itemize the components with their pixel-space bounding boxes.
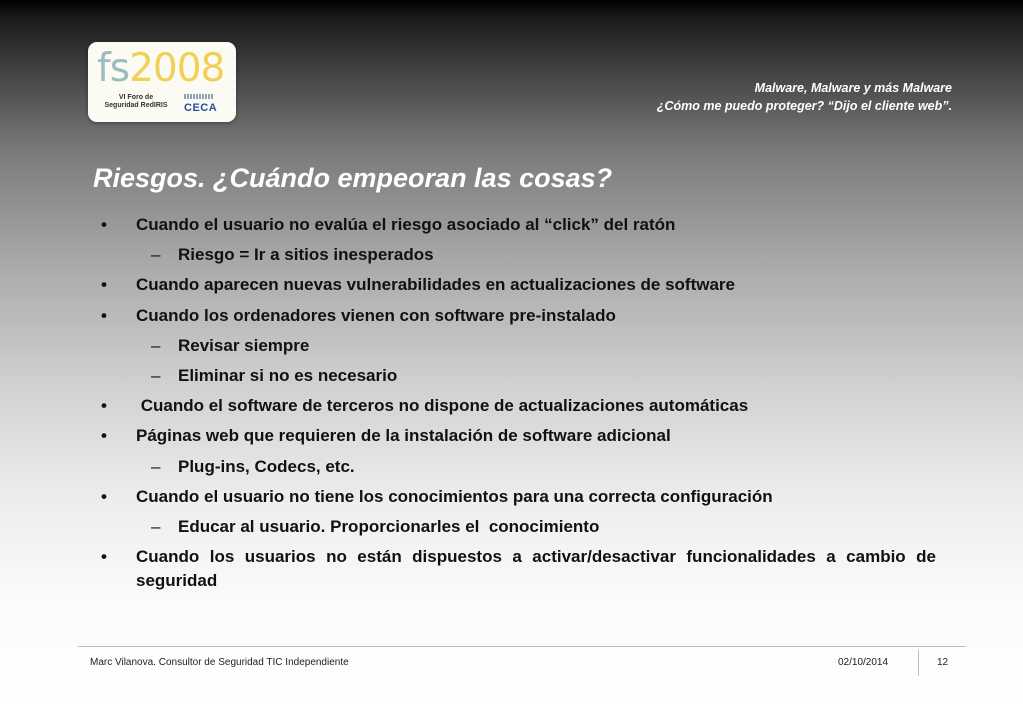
sub-bullet-marker: – [151, 245, 161, 265]
bullet-marker: • [101, 215, 107, 234]
bullet-item [0, 210, 1023, 240]
bullet-marker: • [101, 305, 107, 325]
sub-bullet-item [0, 512, 1023, 542]
sub-bullet-item [0, 361, 1023, 391]
logo-partner: CECA [184, 102, 218, 114]
footer-divider [78, 646, 966, 647]
sub-bullet-item [0, 331, 1023, 361]
bullet-text: Cuando los usuarios no están dispuestos a activar/desactivar funcionalidades a cambio de seguridad [136, 547, 936, 591]
presentation-header-line2: ¿Cómo me puedo proteger? “Dijo el cliente web”. [656, 99, 952, 113]
bullet-marker: • [101, 486, 107, 506]
bullet-marker: • [101, 426, 107, 446]
bullet-text: Cuando el usuario no evalúa el riesgo asociado al “click” del ratón [136, 215, 676, 234]
sub-bullet-item [0, 240, 1023, 270]
presentation-header-line1: Malware, Malware y más Malware [754, 81, 952, 95]
footer-author: Marc Vilanova. Consultor de Seguridad TIC Independiente [90, 657, 349, 668]
bullet-marker: • [101, 275, 107, 295]
footer-separator [918, 650, 919, 676]
bullet-text: Páginas web que requieren de la instalación de software adicional [136, 426, 671, 446]
bullet-text: Cuando los ordenadores vienen con software pre-instalado [136, 305, 616, 325]
logo-title-year: 2008 [129, 46, 225, 91]
bullet-item [0, 542, 1023, 593]
bullet-text: Cuando el usuario no tiene los conocimientos para una correcta configuración [136, 486, 773, 506]
bullet-text: Educar al usuario. Proporcionarles el conocimiento [178, 517, 600, 537]
bullet-text: Cuando el software de terceros no dispone de actualizaciones automáticas [136, 396, 749, 416]
sub-bullet-marker: – [151, 366, 161, 386]
bullet-item [0, 301, 1023, 331]
bullet-item [0, 391, 1023, 421]
logo-fine-print [184, 94, 214, 99]
bullet-list [0, 210, 1023, 593]
slide-title: Riesgos. ¿Cuándo empeoran las cosas? [93, 163, 613, 193]
presentation-header [657, 79, 952, 115]
logo-subtitle [96, 94, 176, 110]
footer-date: 02/10/2014 [838, 657, 889, 668]
bullet-text: Riesgo = Ir a sitios inesperados [178, 245, 434, 265]
sub-bullet-marker: – [151, 517, 161, 537]
bullet-text: Cuando aparecen nuevas vulnerabilidades en actualizaciones de software [136, 275, 735, 295]
bullet-marker: • [101, 396, 107, 416]
bullet-text: Plug-ins, Codecs, etc. [178, 456, 355, 476]
logo-title-prefix: fs [97, 46, 130, 91]
sub-bullet-item [0, 452, 1023, 482]
logo [88, 42, 236, 122]
bullet-item [0, 482, 1023, 512]
logo-subtitle-line2: Seguridad RedIRIS [104, 102, 168, 109]
bullet-item [0, 421, 1023, 451]
bullet-text: Eliminar si no es necesario [178, 366, 398, 386]
sub-bullet-marker: – [151, 456, 161, 476]
sub-bullet-marker: – [151, 335, 161, 355]
page-number: 12 [937, 657, 949, 668]
bullet-marker: • [101, 547, 107, 567]
logo-title [97, 44, 224, 94]
bullet-text: Revisar siempre [178, 335, 310, 355]
logo-subtitle-line1: VI Foro de [118, 94, 154, 101]
bullet-item [0, 270, 1023, 300]
